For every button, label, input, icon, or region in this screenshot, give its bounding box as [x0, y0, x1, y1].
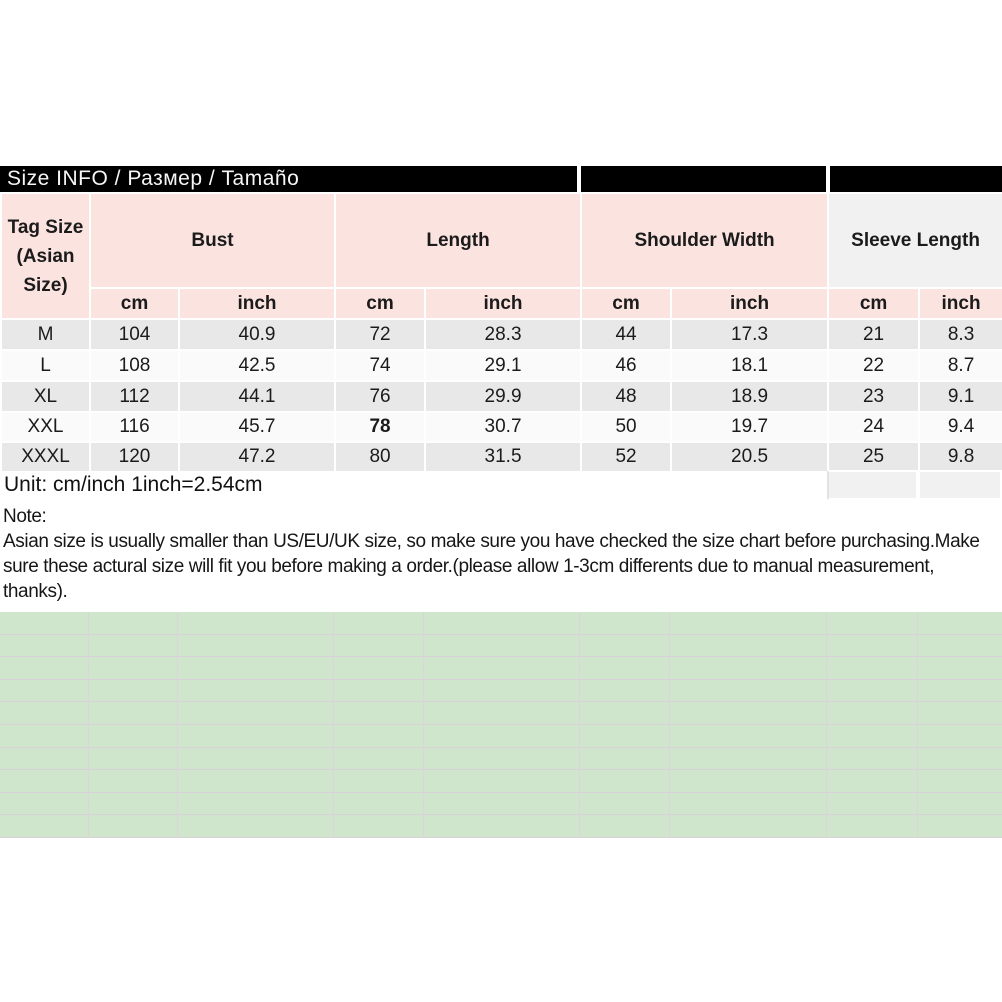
grid-cell: [334, 725, 424, 748]
grid-cell: [334, 657, 424, 680]
table-row: [1, 319, 1002, 350]
note-title: Note:: [3, 506, 47, 527]
grid-cell: [89, 635, 178, 658]
empty-green-grid: [0, 612, 1002, 838]
value-cell: 29.1: [425, 350, 581, 381]
grid-cell: [178, 612, 334, 635]
value-cell: 18.1: [671, 350, 828, 381]
group-header-bust: Bust: [90, 193, 335, 288]
value-cell: 29.9: [425, 381, 581, 412]
grid-cell: [827, 612, 918, 635]
value-cell: 28.3: [425, 319, 581, 350]
grid-cell: [424, 657, 580, 680]
grid-cell: [918, 657, 1002, 680]
grid-cell: [89, 657, 178, 680]
grid-cell: [424, 702, 580, 725]
group-header-sleeve-length: Sleeve Length: [828, 193, 1002, 288]
grid-cell: [918, 612, 1002, 635]
grid-cell: [178, 635, 334, 658]
grid-cell: [334, 680, 424, 703]
value-cell: 48: [581, 381, 671, 412]
grid-cell: [580, 770, 670, 793]
size-label-cell: XL: [1, 381, 90, 412]
grid-cell: [178, 793, 334, 816]
grid-cell: [0, 793, 89, 816]
value-cell: 19.7: [671, 412, 828, 442]
grid-cell: [670, 680, 827, 703]
grid-cell: [424, 793, 580, 816]
value-cell: 112: [90, 381, 179, 412]
grid-cell: [918, 793, 1002, 816]
value-cell: 9.4: [919, 412, 1002, 442]
grid-cell: [827, 815, 918, 838]
value-cell: 42.5: [179, 350, 335, 381]
table-header-row: [1, 193, 1002, 288]
unit-header-cell: cm: [335, 288, 425, 319]
value-cell: 76: [335, 381, 425, 412]
value-cell: 78: [335, 412, 425, 442]
grid-cell: [580, 748, 670, 771]
grid-cell: [918, 748, 1002, 771]
grid-cell: [827, 725, 918, 748]
grid-cell: [89, 612, 178, 635]
grid-cell: [580, 815, 670, 838]
grid-cell: [334, 793, 424, 816]
value-cell: 30.7: [425, 412, 581, 442]
value-cell: 47.2: [179, 442, 335, 472]
value-cell: 44: [581, 319, 671, 350]
unit-note: Unit: cm/inch 1inch=2.54cm: [4, 473, 263, 496]
grid-cell: [918, 680, 1002, 703]
grid-cell: [178, 815, 334, 838]
grid-cell: [670, 748, 827, 771]
unit-header-row: [1, 288, 1002, 319]
grid-cell: [918, 635, 1002, 658]
grid-cell: [178, 657, 334, 680]
grid-cell: [424, 635, 580, 658]
grid-cell: [827, 793, 918, 816]
grid-cell: [89, 748, 178, 771]
value-cell: 50: [581, 412, 671, 442]
unit-header-cell: inch: [919, 288, 1002, 319]
grid-cell: [0, 612, 89, 635]
grid-cell: [178, 725, 334, 748]
value-cell: 40.9: [179, 319, 335, 350]
grid-cell: [178, 770, 334, 793]
size-label-cell: M: [1, 319, 90, 350]
grid-cell: [334, 702, 424, 725]
grid-cell: [670, 612, 827, 635]
value-cell: 9.8: [919, 442, 1002, 472]
grid-cell: [827, 748, 918, 771]
table-row: [1, 412, 1002, 442]
title-bar-segment-middle: [581, 166, 826, 192]
grid-cell: [334, 635, 424, 658]
title-bar-segment-right: [830, 166, 1002, 192]
grid-cell: [580, 702, 670, 725]
grid-cell: [918, 702, 1002, 725]
grid-cell: [89, 815, 178, 838]
grid-cell: [0, 770, 89, 793]
grid-cell: [178, 680, 334, 703]
grid-cell: [424, 770, 580, 793]
grid-cell: [0, 748, 89, 771]
grid-cell: [0, 815, 89, 838]
value-cell: 80: [335, 442, 425, 472]
grid-cell: [424, 612, 580, 635]
unit-header-cell: cm: [581, 288, 671, 319]
table-row: [1, 350, 1002, 381]
value-cell: 46: [581, 350, 671, 381]
grid-cell: [580, 680, 670, 703]
value-cell: 22: [828, 350, 919, 381]
grid-cell: [827, 702, 918, 725]
empty-cell: [827, 470, 918, 500]
group-header-shoulder-width: Shoulder Width: [581, 193, 828, 288]
unit-header-cell: inch: [179, 288, 335, 319]
grid-cell: [334, 612, 424, 635]
grid-cell: [178, 748, 334, 771]
value-cell: 17.3: [671, 319, 828, 350]
value-cell: 21: [828, 319, 919, 350]
value-cell: 116: [90, 412, 179, 442]
grid-cell: [334, 770, 424, 793]
unit-header-cell: inch: [425, 288, 581, 319]
unit-header-cell: cm: [828, 288, 919, 319]
value-cell: 23: [828, 381, 919, 412]
size-label-cell: XXXL: [1, 442, 90, 472]
value-cell: 108: [90, 350, 179, 381]
grid-cell: [670, 702, 827, 725]
table-row: [1, 381, 1002, 412]
grid-cell: [827, 657, 918, 680]
grid-cell: [424, 748, 580, 771]
table-row: [1, 442, 1002, 472]
grid-cell: [0, 702, 89, 725]
grid-cell: [918, 815, 1002, 838]
grid-cell: [827, 770, 918, 793]
grid-cell: [0, 725, 89, 748]
grid-cell: [670, 725, 827, 748]
grid-cell: [827, 635, 918, 658]
unit-header-cell: inch: [671, 288, 828, 319]
grid-cell: [424, 680, 580, 703]
title-bar-label: Size INFO / Размер / Tamaño: [7, 167, 300, 190]
value-cell: 8.7: [919, 350, 1002, 381]
grid-cell: [424, 725, 580, 748]
grid-cell: [89, 725, 178, 748]
grid-cell: [0, 635, 89, 658]
grid-cell: [178, 702, 334, 725]
empty-cell: [918, 470, 1002, 500]
grid-cell: [334, 748, 424, 771]
grid-cell: [89, 702, 178, 725]
grid-cell: [670, 815, 827, 838]
grid-cell: [827, 680, 918, 703]
value-cell: 31.5: [425, 442, 581, 472]
grid-cell: [670, 635, 827, 658]
title-bar-segment-left: [0, 166, 577, 192]
grid-cell: [334, 815, 424, 838]
grid-cell: [580, 657, 670, 680]
value-cell: 74: [335, 350, 425, 381]
grid-cell: [424, 815, 580, 838]
grid-cell: [0, 657, 89, 680]
group-header-length: Length: [335, 193, 581, 288]
note-body: Asian size is usually smaller than US/EU/UK size, so make sure you have checked the size chart before purchasing.Make sure these actural size will fit you before making a order.(please allow 1-3cm differents due to manual measurement, thanks).: [3, 531, 980, 602]
grid-cell: [580, 612, 670, 635]
value-cell: 24: [828, 412, 919, 442]
grid-cell: [918, 725, 1002, 748]
grid-cell: [670, 770, 827, 793]
grid-cell: [670, 657, 827, 680]
value-cell: 52: [581, 442, 671, 472]
corner-header-cell: Tag Size (Asian Size): [1, 193, 90, 319]
size-label-cell: L: [1, 350, 90, 381]
size-label-cell: XXL: [1, 412, 90, 442]
value-cell: 72: [335, 319, 425, 350]
value-cell: 18.9: [671, 381, 828, 412]
value-cell: 8.3: [919, 319, 1002, 350]
grid-cell: [89, 770, 178, 793]
grid-cell: [580, 725, 670, 748]
value-cell: 25: [828, 442, 919, 472]
grid-cell: [89, 793, 178, 816]
grid-cell: [670, 793, 827, 816]
size-table: [0, 192, 1002, 473]
unit-header-cell: cm: [90, 288, 179, 319]
value-cell: 44.1: [179, 381, 335, 412]
grid-cell: [89, 680, 178, 703]
value-cell: 120: [90, 442, 179, 472]
value-cell: 20.5: [671, 442, 828, 472]
grid-cell: [0, 680, 89, 703]
grid-cell: [580, 793, 670, 816]
value-cell: 45.7: [179, 412, 335, 442]
grid-cell: [918, 770, 1002, 793]
value-cell: 9.1: [919, 381, 1002, 412]
grid-cell: [580, 635, 670, 658]
value-cell: 104: [90, 319, 179, 350]
note-block: [3, 504, 1001, 604]
